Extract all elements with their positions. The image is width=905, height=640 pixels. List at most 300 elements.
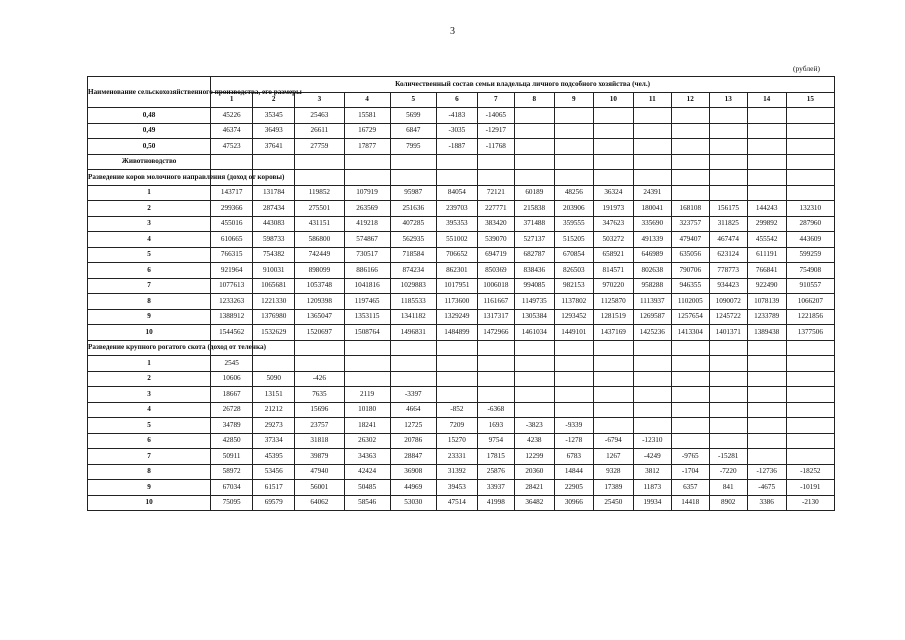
- table-cell: 347623: [593, 216, 633, 232]
- table-cell: 742449: [295, 247, 344, 263]
- table-cell: 143717: [211, 185, 253, 201]
- table-cell: 1113937: [633, 294, 671, 310]
- table-cell: 491339: [633, 232, 671, 248]
- table-cell: 191973: [593, 201, 633, 217]
- table-cell: [554, 356, 593, 372]
- table-cell: 371488: [514, 216, 554, 232]
- table-cell: 1077613: [211, 278, 253, 294]
- table-row: [88, 495, 835, 511]
- table-cell: 227771: [477, 201, 514, 217]
- table-cell: [709, 356, 747, 372]
- table-cell: 132310: [786, 201, 834, 217]
- table-cell: [786, 387, 834, 403]
- table-cell: -12310: [633, 433, 671, 449]
- row-label: 0,48: [88, 108, 211, 124]
- table-cell: 7209: [436, 418, 477, 434]
- column-number-header: 2: [253, 92, 295, 108]
- table-cell: 19934: [633, 495, 671, 511]
- row-label: 3: [88, 216, 211, 232]
- table-cell: 611191: [747, 247, 786, 263]
- table-cell: [593, 387, 633, 403]
- table-cell: [747, 402, 786, 418]
- table-cell: 29273: [253, 418, 295, 434]
- table-cell: 922490: [747, 278, 786, 294]
- table-cell: -2130: [786, 495, 834, 511]
- empty-cell: [436, 170, 477, 186]
- table-cell: 84054: [436, 185, 477, 201]
- table-row: [88, 263, 835, 279]
- table-cell: 12299: [514, 449, 554, 465]
- column-number-header: 4: [344, 92, 390, 108]
- table-cell: 946355: [671, 278, 709, 294]
- table-cell: [671, 433, 709, 449]
- table-row: [88, 139, 835, 155]
- table-cell: 1413304: [671, 325, 709, 341]
- table-cell: 1437169: [593, 325, 633, 341]
- table-row: [88, 325, 835, 341]
- table-cell: 934423: [709, 278, 747, 294]
- table-cell: 33937: [477, 480, 514, 496]
- section-row: [88, 154, 835, 170]
- table-cell: [593, 356, 633, 372]
- empty-cell: [436, 340, 477, 356]
- table-row: [88, 185, 835, 201]
- table-cell: 144243: [747, 201, 786, 217]
- column-number-header: 9: [554, 92, 593, 108]
- row-label: 6: [88, 263, 211, 279]
- table-cell: [295, 356, 344, 372]
- table-cell: 1388912: [211, 309, 253, 325]
- table-cell: 419218: [344, 216, 390, 232]
- table-cell: 287434: [253, 201, 295, 217]
- table-cell: 586800: [295, 232, 344, 248]
- table-cell: 1029883: [390, 278, 436, 294]
- row-label: 9: [88, 309, 211, 325]
- table-cell: 910557: [786, 278, 834, 294]
- empty-cell: [477, 170, 514, 186]
- table-cell: 1269587: [633, 309, 671, 325]
- column-number-header: 15: [786, 92, 834, 108]
- table-cell: 24391: [633, 185, 671, 201]
- empty-cell: [709, 170, 747, 186]
- table-cell: 7635: [295, 387, 344, 403]
- table-cell: 1496831: [390, 325, 436, 341]
- row-label: 3: [88, 387, 211, 403]
- table-cell: 20360: [514, 464, 554, 480]
- column-number-header: 6: [436, 92, 477, 108]
- empty-cell: [709, 340, 747, 356]
- empty-cell: [390, 170, 436, 186]
- table-cell: [671, 356, 709, 372]
- table-cell: 862301: [436, 263, 477, 279]
- table-cell: 72121: [477, 185, 514, 201]
- table-cell: 299892: [747, 216, 786, 232]
- table-cell: 15270: [436, 433, 477, 449]
- table-cell: [554, 108, 593, 124]
- table-cell: 1693: [477, 418, 514, 434]
- column-number-header: 8: [514, 92, 554, 108]
- row-label: 4: [88, 232, 211, 248]
- table-cell: -15281: [709, 449, 747, 465]
- table-cell: [633, 123, 671, 139]
- table-cell: [786, 449, 834, 465]
- table-row: [88, 433, 835, 449]
- empty-cell: [633, 340, 671, 356]
- column-number-header: 7: [477, 92, 514, 108]
- table-cell: [786, 402, 834, 418]
- table-row: [88, 216, 835, 232]
- table-cell: 1233789: [747, 309, 786, 325]
- table-cell: 1532629: [253, 325, 295, 341]
- table-cell: [709, 123, 747, 139]
- table-cell: 1066207: [786, 294, 834, 310]
- table-cell: 95987: [390, 185, 436, 201]
- table-cell: 22905: [554, 480, 593, 496]
- table-cell: [436, 371, 477, 387]
- table-cell: 599259: [786, 247, 834, 263]
- table-row: [88, 278, 835, 294]
- column-number-header: 1: [211, 92, 253, 108]
- table-cell: 1472966: [477, 325, 514, 341]
- table-cell: [709, 418, 747, 434]
- empty-cell: [593, 154, 633, 170]
- table-cell: 778773: [709, 263, 747, 279]
- table-cell: 25450: [593, 495, 633, 511]
- table-cell: 6357: [671, 480, 709, 496]
- table-cell: 9328: [593, 464, 633, 480]
- table-cell: [554, 139, 593, 155]
- table-cell: 25876: [477, 464, 514, 480]
- table-cell: 10180: [344, 402, 390, 418]
- table-cell: 53456: [253, 464, 295, 480]
- table-cell: [747, 371, 786, 387]
- table-cell: 48256: [554, 185, 593, 201]
- table-cell: 58546: [344, 495, 390, 511]
- income-table: [87, 76, 835, 511]
- table-cell: 35345: [253, 108, 295, 124]
- table-cell: [709, 185, 747, 201]
- table-cell: 5699: [390, 108, 436, 124]
- table-cell: -1704: [671, 464, 709, 480]
- table-cell: 1544562: [211, 325, 253, 341]
- row-label: 8: [88, 464, 211, 480]
- empty-cell: [211, 154, 253, 170]
- table-cell: [671, 371, 709, 387]
- table-cell: 287960: [786, 216, 834, 232]
- table-cell: 1006018: [477, 278, 514, 294]
- table-cell: 838436: [514, 263, 554, 279]
- table-cell: 34363: [344, 449, 390, 465]
- table-cell: 958288: [633, 278, 671, 294]
- empty-cell: [514, 170, 554, 186]
- column-number-header: 11: [633, 92, 671, 108]
- table-cell: [747, 418, 786, 434]
- table-cell: [633, 139, 671, 155]
- empty-cell: [477, 340, 514, 356]
- table-cell: 75095: [211, 495, 253, 511]
- table-cell: [709, 387, 747, 403]
- table-cell: 7995: [390, 139, 436, 155]
- empty-cell: [344, 154, 390, 170]
- family-size-group-header: Количественный состав семьи владельца личного подсобного хозяйства (чел.): [211, 77, 835, 93]
- empty-cell: [554, 170, 593, 186]
- table-row: [88, 387, 835, 403]
- table-cell: 694719: [477, 247, 514, 263]
- table-cell: 25463: [295, 108, 344, 124]
- table-cell: -426: [295, 371, 344, 387]
- table-cell: 26611: [295, 123, 344, 139]
- table-cell: [709, 371, 747, 387]
- table-cell: -3035: [436, 123, 477, 139]
- empty-cell: [344, 340, 390, 356]
- table-cell: 1520697: [295, 325, 344, 341]
- table-cell: 45395: [253, 449, 295, 465]
- table-cell: 28421: [514, 480, 554, 496]
- table-cell: [786, 139, 834, 155]
- table-cell: 443609: [786, 232, 834, 248]
- table-cell: 47940: [295, 464, 344, 480]
- table-cell: [593, 123, 633, 139]
- table-row: [88, 356, 835, 372]
- table-cell: 119852: [295, 185, 344, 201]
- row-label: 2: [88, 201, 211, 217]
- table-cell: 730517: [344, 247, 390, 263]
- table-cell: [514, 387, 554, 403]
- table-cell: 4664: [390, 402, 436, 418]
- table-cell: 3812: [633, 464, 671, 480]
- table-cell: 17389: [593, 480, 633, 496]
- table-cell: 551002: [436, 232, 477, 248]
- table-cell: [477, 387, 514, 403]
- table-cell: 910031: [253, 263, 295, 279]
- table-cell: 1102005: [671, 294, 709, 310]
- table-cell: 1078139: [747, 294, 786, 310]
- empty-cell: [477, 154, 514, 170]
- table-cell: 14418: [671, 495, 709, 511]
- table-cell: 5090: [253, 371, 295, 387]
- table-cell: [633, 387, 671, 403]
- table-row: [88, 418, 835, 434]
- row-label: 10: [88, 325, 211, 341]
- table-cell: 42850: [211, 433, 253, 449]
- table-cell: 395353: [436, 216, 477, 232]
- table-cell: 1197465: [344, 294, 390, 310]
- table-cell: -1278: [554, 433, 593, 449]
- table-cell: 50485: [344, 480, 390, 496]
- empty-cell: [671, 170, 709, 186]
- table-cell: 42424: [344, 464, 390, 480]
- table-cell: [436, 387, 477, 403]
- column-number-header: 3: [295, 92, 344, 108]
- table-cell: -4675: [747, 480, 786, 496]
- empty-cell: [747, 154, 786, 170]
- table-cell: 60189: [514, 185, 554, 201]
- table-cell: 10606: [211, 371, 253, 387]
- table-cell: [786, 185, 834, 201]
- table-cell: 562935: [390, 232, 436, 248]
- section-row: [88, 170, 835, 186]
- table-cell: 814571: [593, 263, 633, 279]
- table-cell: 12725: [390, 418, 436, 434]
- table-cell: 1125870: [593, 294, 633, 310]
- table-cell: 682787: [514, 247, 554, 263]
- table-cell: 1137802: [554, 294, 593, 310]
- table-cell: 6847: [390, 123, 436, 139]
- table-cell: 766841: [747, 263, 786, 279]
- row-label: 5: [88, 418, 211, 434]
- table-cell: 45226: [211, 108, 253, 124]
- table-cell: 1401371: [709, 325, 747, 341]
- table-cell: 41998: [477, 495, 514, 511]
- row-label: 5: [88, 247, 211, 263]
- table-cell: 1281519: [593, 309, 633, 325]
- table-cell: 1341182: [390, 309, 436, 325]
- table-cell: 658921: [593, 247, 633, 263]
- row-label: 8: [88, 294, 211, 310]
- table-cell: [390, 371, 436, 387]
- table-cell: [786, 418, 834, 434]
- table-cell: 610665: [211, 232, 253, 248]
- table-cell: 479407: [671, 232, 709, 248]
- column-number-header: 12: [671, 92, 709, 108]
- table-cell: 26728: [211, 402, 253, 418]
- table-row: [88, 201, 835, 217]
- table-cell: 1389438: [747, 325, 786, 341]
- table-cell: 467474: [709, 232, 747, 248]
- table-row: [88, 402, 835, 418]
- table-cell: [344, 371, 390, 387]
- table-cell: 58972: [211, 464, 253, 480]
- table-cell: [671, 185, 709, 201]
- empty-cell: [390, 340, 436, 356]
- table-cell: 1161667: [477, 294, 514, 310]
- table-cell: 36908: [390, 464, 436, 480]
- table-cell: 36493: [253, 123, 295, 139]
- table-cell: [554, 123, 593, 139]
- table-cell: [514, 356, 554, 372]
- table-cell: [747, 356, 786, 372]
- table-cell: [671, 418, 709, 434]
- table-cell: 874234: [390, 263, 436, 279]
- column-number-header: 14: [747, 92, 786, 108]
- table-cell: 69579: [253, 495, 295, 511]
- table-cell: 1461034: [514, 325, 554, 341]
- table-cell: -6368: [477, 402, 514, 418]
- table-cell: 8902: [709, 495, 747, 511]
- empty-cell: [786, 170, 834, 186]
- row-label: 0,50: [88, 139, 211, 155]
- table-cell: 1017951: [436, 278, 477, 294]
- table-cell: 383420: [477, 216, 514, 232]
- table-cell: [786, 433, 834, 449]
- table-cell: [514, 402, 554, 418]
- table-cell: [671, 387, 709, 403]
- table-cell: 30966: [554, 495, 593, 511]
- table-cell: 39879: [295, 449, 344, 465]
- table-cell: 921964: [211, 263, 253, 279]
- table-cell: [786, 123, 834, 139]
- table-cell: 9754: [477, 433, 514, 449]
- empty-cell: [554, 154, 593, 170]
- table-cell: 131784: [253, 185, 295, 201]
- table-cell: [514, 123, 554, 139]
- table-cell: 251636: [390, 201, 436, 217]
- table-cell: [593, 418, 633, 434]
- table-cell: 1245722: [709, 309, 747, 325]
- table-cell: 1449101: [554, 325, 593, 341]
- table-cell: [593, 108, 633, 124]
- empty-cell: [709, 154, 747, 170]
- table-cell: 34789: [211, 418, 253, 434]
- table-cell: -12736: [747, 464, 786, 480]
- table-cell: [514, 139, 554, 155]
- table-cell: 1209398: [295, 294, 344, 310]
- table-cell: -3397: [390, 387, 436, 403]
- table-cell: [747, 139, 786, 155]
- section-title: Животноводство: [88, 154, 211, 170]
- table-cell: 898099: [295, 263, 344, 279]
- table-cell: 1041816: [344, 278, 390, 294]
- table-cell: 203906: [554, 201, 593, 217]
- name-column-header: Наименование сельскохозяйственного производства, его размеры: [88, 77, 211, 108]
- empty-cell: [344, 170, 390, 186]
- table-cell: [671, 402, 709, 418]
- empty-cell: [747, 340, 786, 356]
- table-cell: 21212: [253, 402, 295, 418]
- table-cell: -4249: [633, 449, 671, 465]
- table-cell: 1149735: [514, 294, 554, 310]
- table-cell: -9765: [671, 449, 709, 465]
- table-row: [88, 449, 835, 465]
- table-cell: 598733: [253, 232, 295, 248]
- table-cell: 50911: [211, 449, 253, 465]
- table-cell: 16729: [344, 123, 390, 139]
- row-label: 9: [88, 480, 211, 496]
- row-label: 4: [88, 402, 211, 418]
- table-cell: 1221856: [786, 309, 834, 325]
- table-cell: 515205: [554, 232, 593, 248]
- table-cell: [747, 433, 786, 449]
- table-cell: 37641: [253, 139, 295, 155]
- table-cell: 623124: [709, 247, 747, 263]
- table-cell: 27759: [295, 139, 344, 155]
- table-cell: 17815: [477, 449, 514, 465]
- table-cell: [593, 371, 633, 387]
- table-cell: [671, 108, 709, 124]
- table-cell: 2119: [344, 387, 390, 403]
- table-cell: 826503: [554, 263, 593, 279]
- table-cell: 18241: [344, 418, 390, 434]
- table-cell: [633, 402, 671, 418]
- table-cell: [786, 371, 834, 387]
- table-cell: -7220: [709, 464, 747, 480]
- table-cell: 718584: [390, 247, 436, 263]
- table-cell: 26302: [344, 433, 390, 449]
- table-cell: 67034: [211, 480, 253, 496]
- table-cell: 1293452: [554, 309, 593, 325]
- empty-cell: [436, 154, 477, 170]
- table-cell: [747, 449, 786, 465]
- table-cell: 31818: [295, 433, 344, 449]
- row-label: 7: [88, 449, 211, 465]
- table-row: [88, 464, 835, 480]
- table-cell: 982153: [554, 278, 593, 294]
- column-number-header: 13: [709, 92, 747, 108]
- empty-cell: [786, 340, 834, 356]
- table-cell: 1377506: [786, 325, 834, 341]
- table-cell: 215838: [514, 201, 554, 217]
- table-cell: 790706: [671, 263, 709, 279]
